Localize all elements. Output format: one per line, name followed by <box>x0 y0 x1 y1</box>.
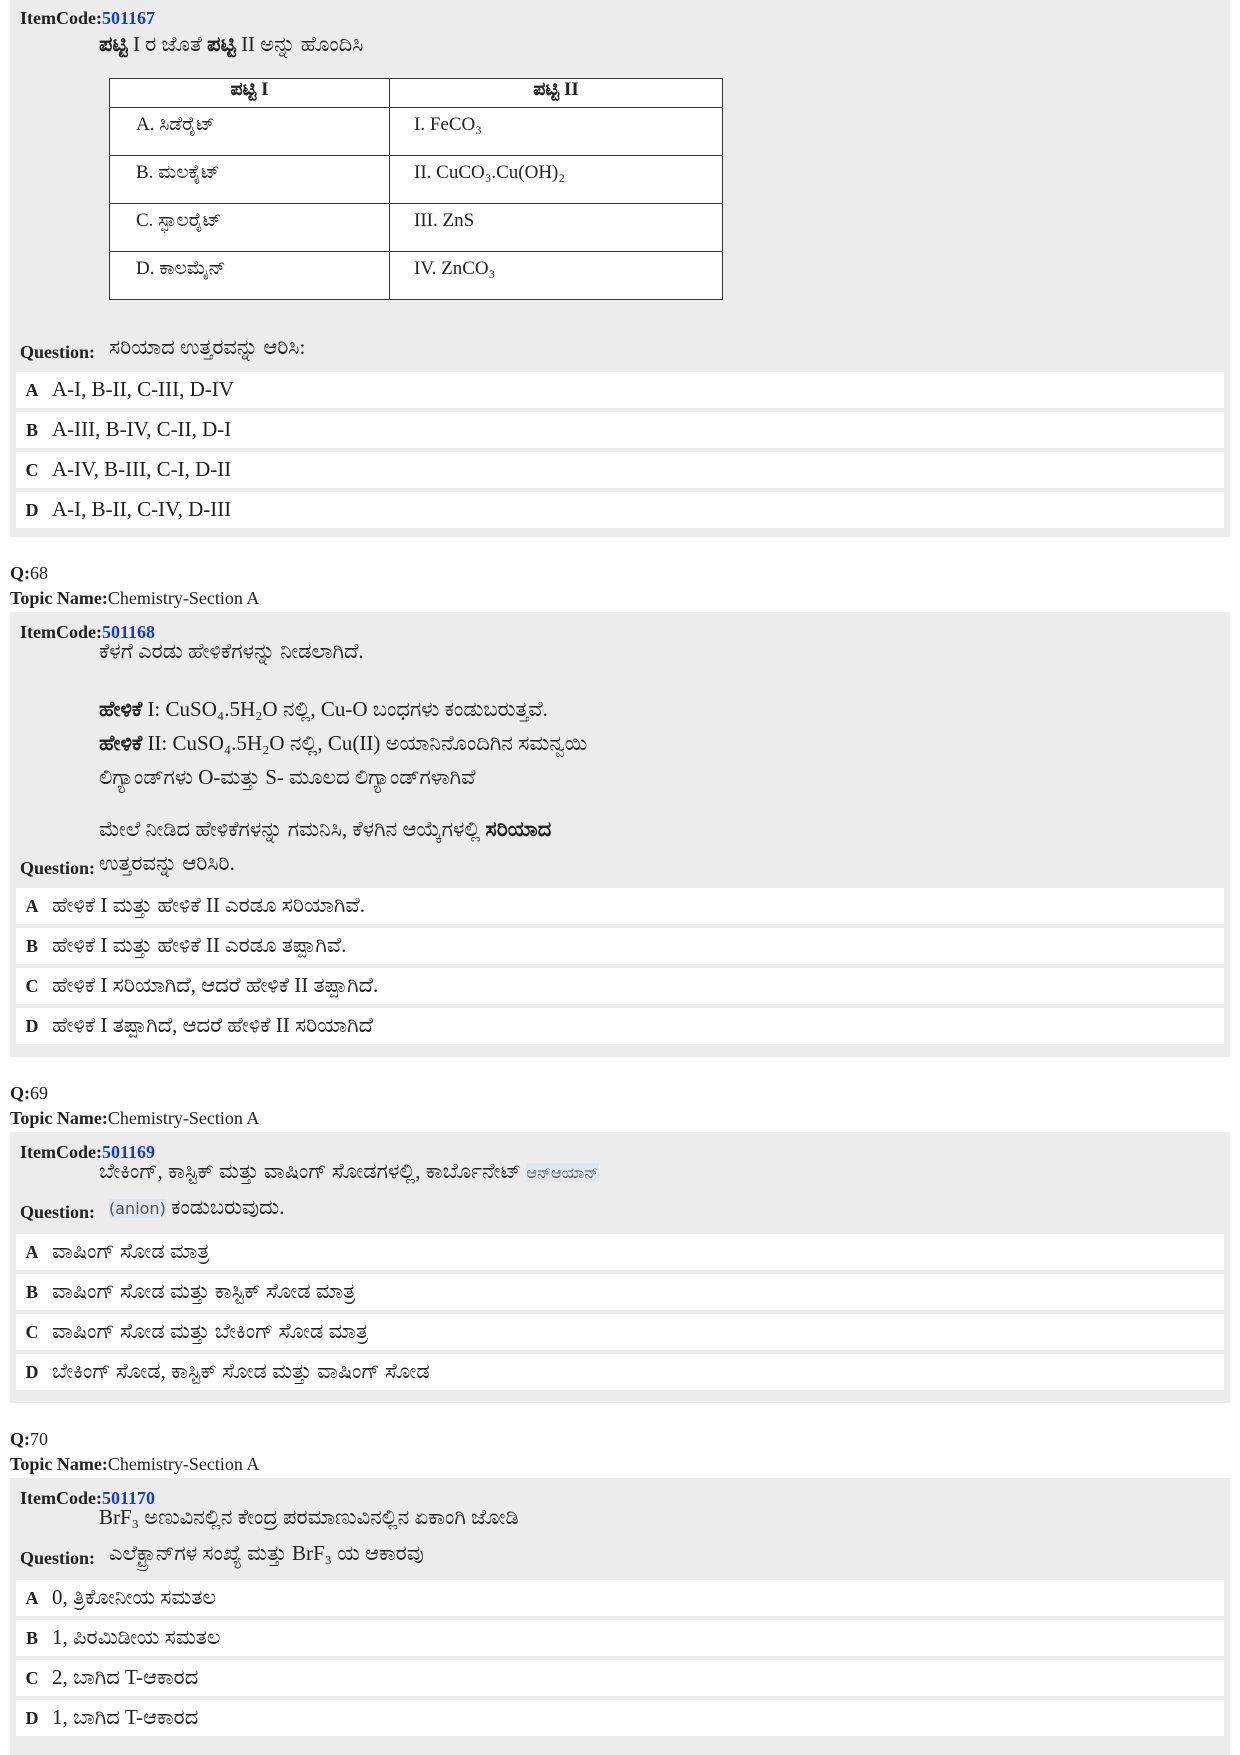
option-letter: A <box>25 380 39 400</box>
table-row <box>110 108 723 156</box>
question-line-1: BrF₃ ಅಣುವಿನಲ್ಲಿನ ಕೇಂದ್ರ ಪರಮಾಣುವಿನಲ್ಲಿನ ಏಕಾಂಗಿ ಜೋಡಿ <box>99 1505 519 1529</box>
statement-label: ಹೇಳಿಕೆ <box>99 697 143 721</box>
question-line-text: ಬೇಕಿಂಗ್, ಕಾಸ್ಟಿಕ್ ಮತ್ತು ವಾಷಿಂಗ್ ಸೋಡಗಳಲ್ಲಿ, ಕಾರ್ಬೊನೇಟ್ <box>99 1159 527 1183</box>
option-text: ಬೇಕಿಂಗ್ ಸೋಡ, ಕಾಸ್ಟಿಕ್ ಸೋಡ ಮತ್ತು ವಾಷಿಂಗ್ ಸೋಡ <box>52 1359 430 1383</box>
topic-value: Chemistry-Section A <box>107 1108 260 1128</box>
topic-label: Topic Name: <box>10 1108 108 1128</box>
option-b[interactable] <box>16 1620 1224 1656</box>
instruction-bold-2: ಪಟ್ಟಿ <box>207 32 236 56</box>
statement-text: I: CuSO₄.5H₂O ನಲ್ಲಿ, Cu-O ಬಂಧಗಳು ಕಂಡುಬರುತ್ತವೆ. <box>142 697 548 721</box>
qnum-label: Q: <box>10 563 30 583</box>
topic-label: Topic Name: <box>10 1454 108 1474</box>
instruction-part-2: II ಅನ್ನು ಹೊಂದಿಸಿ <box>235 32 364 56</box>
item-code-label: ItemCode: <box>20 1488 102 1508</box>
option-text: A-IV, B-III, C-I, D-II <box>52 457 232 481</box>
topic-value: Chemistry-Section A <box>107 588 260 608</box>
item-code <box>20 8 155 29</box>
question-text-rest: ಕಂಡುಬರುವುದು. <box>165 1195 285 1219</box>
option-letter: A <box>25 1588 39 1608</box>
table-row <box>110 156 723 204</box>
question-label: Question: <box>20 1548 96 1568</box>
option-d[interactable] <box>16 1354 1224 1390</box>
option-text: A-I, B-II, C-III, D-IV <box>52 377 234 401</box>
instruction <box>99 27 363 61</box>
option-text: 1, ಪಿರಮಿಡೀಯ ಸಮತಲ <box>52 1625 221 1649</box>
table-cell: D. ಕಾಲಮೈನ್ <box>110 252 390 300</box>
table-cell: C. ಸ್ಫಾಲರೈಟ್ <box>110 204 390 252</box>
option-letter: D <box>25 1016 39 1036</box>
option-letter: D <box>25 1708 39 1728</box>
question-number <box>10 1083 48 1104</box>
table-row <box>110 252 723 300</box>
question-number <box>10 563 48 584</box>
directive-bold: ಸರಿಯಾದ <box>485 817 552 841</box>
question-line-1 <box>99 1154 599 1190</box>
question-block-501167 <box>10 0 1230 537</box>
option-a[interactable] <box>16 372 1224 408</box>
option-text: ಹೇಳಿಕೆ I ತಪ್ಪಾಗಿದೆ, ಆದರೆ ಹೇಳಿಕೆ II ಸರಿಯಾಗಿದೆ <box>52 1013 374 1037</box>
item-code-value: 501167 <box>101 8 155 28</box>
option-text: ಹೇಳಿಕೆ I ಸರಿಯಾಗಿದೆ, ಆದರೆ ಹೇಳಿಕೆ II ತಪ್ಪಾಗಿದೆ. <box>52 973 379 997</box>
question-label: Question: <box>20 858 96 878</box>
option-d[interactable] <box>16 1008 1224 1044</box>
table-header-2: ಪಟ್ಟಿ II <box>390 79 723 108</box>
instruction-part-1: I ರ ಜೊತೆ <box>127 32 208 56</box>
table-cell: III. ZnS <box>390 204 723 252</box>
statement-intro: ಕೆಳಗೆ ಎರಡು ಹೇಳಿಕೆಗಳನ್ನು ನೀಡಲಾಗಿದೆ. <box>99 639 364 663</box>
item-code-label: ItemCode: <box>20 622 102 642</box>
option-d[interactable] <box>16 492 1224 528</box>
option-text: ಹೇಳಿಕೆ I ಮತ್ತು ಹೇಳಿಕೆ II ಎರಡೂ ಸರಿಯಾಗಿವೆ. <box>52 893 365 917</box>
qnum-label: Q: <box>10 1429 30 1449</box>
option-letter: A <box>25 896 39 916</box>
option-text: ವಾಷಿಂಗ್ ಸೋಡ ಮತ್ತು ಬೇಕಿಂಗ್ ಸೋಡ ಮಾತ್ರ <box>52 1319 369 1343</box>
option-a[interactable] <box>16 888 1224 924</box>
option-letter: B <box>25 420 38 440</box>
option-text: 0, ತ್ರಿಕೋನೀಯ ಸಮತಲ <box>52 1585 217 1609</box>
option-letter: B <box>25 1282 38 1302</box>
topic-value: Chemistry-Section A <box>107 1454 260 1474</box>
item-code-value: 501169 <box>101 1142 155 1162</box>
question-label: Question: <box>20 342 96 362</box>
table-row <box>110 204 723 252</box>
option-text: ಹೇಳಿಕೆ I ಮತ್ತು ಹೇಳಿಕೆ II ಎರಡೂ ತಪ್ಪಾಗಿವೆ. <box>52 933 347 957</box>
option-text: 1, ಬಾಗಿದ T-ಆಕಾರದ <box>52 1705 199 1729</box>
topic-name <box>10 1108 259 1129</box>
question-text: ಉತ್ತರವನ್ನು ಆರಿಸಿರಿ. <box>99 851 235 875</box>
option-c[interactable] <box>16 968 1224 1004</box>
directive-text: ಮೇಲೆ ನೀಡಿದ ಹೇಳಿಕೆಗಳನ್ನು ಗಮನಿಸಿ, ಕೆಳಗಿನ ಆಯ್ಕೆಗಳಲ್ಲಿ <box>99 817 486 841</box>
qnum-label: Q: <box>10 1083 30 1103</box>
topic-name <box>10 1454 259 1475</box>
option-text: A-III, B-IV, C-II, D-I <box>52 417 232 441</box>
statement-2 <box>99 726 587 760</box>
question-block-501170 <box>10 1478 1230 1755</box>
table-header-1: ಪಟ್ಟಿ I <box>110 79 390 108</box>
option-b[interactable] <box>16 928 1224 964</box>
option-text: ವಾಷಿಂಗ್ ಸೋಡ ಮಾತ್ರ <box>52 1239 210 1263</box>
item-code-value: 501168 <box>101 622 155 642</box>
qnum-value: 69 <box>30 1083 48 1103</box>
option-letter: C <box>25 1322 39 1342</box>
item-code-value: 501170 <box>101 1488 155 1508</box>
option-b[interactable] <box>16 1274 1224 1310</box>
table-cell: I. FeCO₃ <box>390 108 723 156</box>
question-number <box>10 1429 48 1450</box>
table-cell: A. ಸಿಡೆರೈಟ್ <box>110 108 390 156</box>
option-letter: D <box>25 500 39 520</box>
option-a[interactable] <box>16 1580 1224 1616</box>
highlighted-term: ಆನ್‌ಆಯಾನ್ <box>526 1163 599 1182</box>
option-c[interactable] <box>16 452 1224 488</box>
match-table <box>109 78 723 300</box>
option-letter: B <box>25 936 38 956</box>
option-letter: A <box>25 1242 39 1262</box>
option-text: ವಾಷಿಂಗ್ ಸೋಡ ಮತ್ತು ಕಾಸ್ಟಿಕ್ ಸೋಡ ಮಾತ್ರ <box>52 1279 356 1303</box>
option-letter: C <box>25 976 39 996</box>
question-text: ಸರಿಯಾದ ಉತ್ತರವನ್ನು ಆರಿಸಿ: <box>109 335 306 359</box>
topic-label: Topic Name: <box>10 588 108 608</box>
qnum-value: 68 <box>30 563 48 583</box>
option-letter: D <box>25 1362 39 1382</box>
statement-directive <box>99 812 551 846</box>
question-block-501168 <box>10 612 1230 1057</box>
option-letter: C <box>25 1668 39 1688</box>
option-c[interactable] <box>16 1660 1224 1696</box>
table-cell: II. CuCO₃.Cu(OH)₂ <box>390 156 723 204</box>
statement-1 <box>99 692 548 726</box>
option-c[interactable] <box>16 1314 1224 1350</box>
table-cell: IV. ZnCO₃ <box>390 252 723 300</box>
question-text: ಎಲೆಕ್ಟ್ರಾನ್‌ಗಳ ಸಂಖ್ಯೆ ಮತ್ತು BrF₃ ಯ ಆಕಾರವು <box>109 1541 424 1565</box>
question-text <box>109 1190 284 1226</box>
statement-label: ಹೇಳಿಕೆ <box>99 731 143 755</box>
question-label: Question: <box>20 1202 96 1222</box>
option-text: A-I, B-II, C-IV, D-III <box>52 497 232 521</box>
table-cell: B. ಮಲಕೈಟ್ <box>110 156 390 204</box>
option-a[interactable] <box>16 1234 1224 1270</box>
highlighted-term: (anion) <box>109 1199 166 1218</box>
item-code-label: ItemCode: <box>20 8 102 28</box>
option-d[interactable] <box>16 1700 1224 1736</box>
question-block-501169 <box>10 1132 1230 1403</box>
statement-2-cont: ಲಿಗ್ಯಾಂಡ್‌ಗಳು O-ಮತ್ತು S- ಮೂಲದ ಲಿಗ್ಯಾಂಡ್‌ಗಳಾಗಿವೆ <box>99 765 476 789</box>
qnum-value: 70 <box>30 1429 48 1449</box>
option-letter: C <box>25 460 39 480</box>
item-code-label: ItemCode: <box>20 1142 102 1162</box>
option-letter: B <box>25 1628 38 1648</box>
option-b[interactable] <box>16 412 1224 448</box>
topic-name <box>10 588 259 609</box>
instruction-bold-1: ಪಟ್ಟಿ <box>99 32 128 56</box>
statement-text: II: CuSO₄.5H₂O ನಲ್ಲಿ, Cu(II) ಅಯಾನಿನೊಂದಿಗಿನ ಸಮನ್ವಯಿ <box>142 731 588 755</box>
option-text: 2, ಬಾಗಿದ T-ಆಕಾರದ <box>52 1665 199 1689</box>
